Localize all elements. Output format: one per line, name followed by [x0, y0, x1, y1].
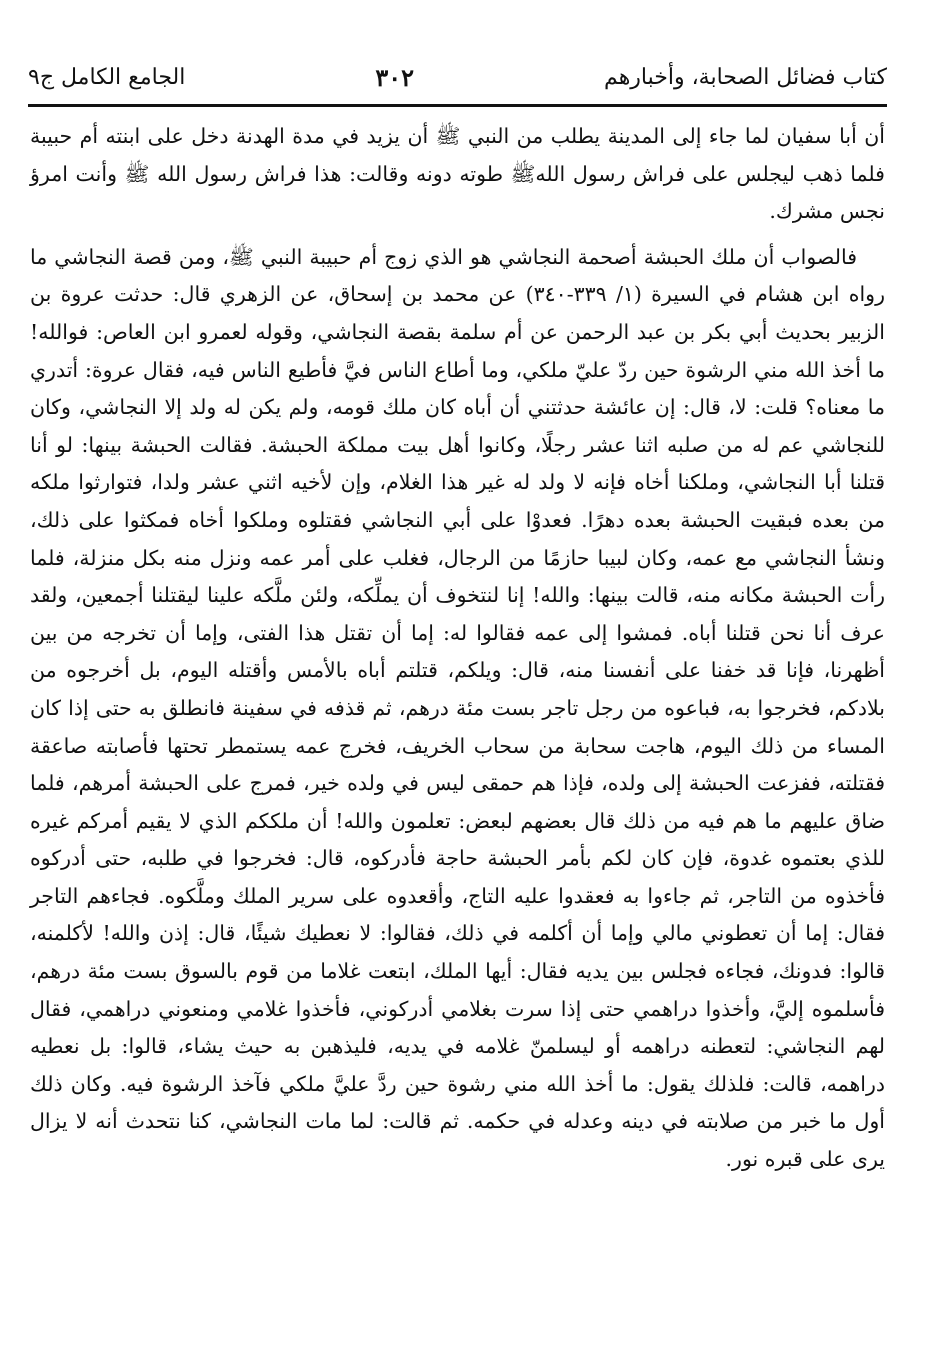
body-text — [30, 118, 885, 1187]
volume-title: الجامع الكامل ج٩ — [28, 64, 186, 90]
page-number: ٣٠٢ — [375, 62, 415, 92]
paragraph-najashi-story: فالصواب أن ملك الحبشة أصحمة النجاشي هو الذي زوج أم حبيبة النبي ﷺ، ومن قصة النجاشي ما رواه ابن هشام في السيرة (١/ ٣٣٩-٣٤٠) عن محمد بن إسحاق، عن الزهري قال: حدثت عروة بن الزبير بحديث أبي بكر بن عبد الرحمن عن أم سلمة بقصة النجاشي، وقوله لعمرو ابن العاص: فوالله! ما أخذ الله مني الرشوة حين ردّ عليّ ملكي، وما أطاع الناس فيَّ فأطيع الناس فيه، فقال عروة: أتدري ما معناه؟ قلت: لا، قال: إن عائشة حدثتني أن أباه كان ملك قومه، ولم يكن له ولد إلا النجاشي، وكان للنجاشي عم له من صلبه اثنا عشر رجلًا، وكانوا أهل بيت مملكة الحبشة. فقالت الحبشة بينها: لو أنا قتلنا أبا النجاشي، وملكنا أخاه فإنه لا ولد له غير هذا الغلام، وإن لأخيه اثني عشر ولدا، فتوارثوا ملكه من بعده فبقيت الحبشة بعده دهرًا. فعدوْا على أبي النجاشي فقتلوه وملكوا أخاه فمكثوا على ذلك، ونشأ النجاشي مع عمه، وكان لبيبا حازمًا من الرجال، فغلب على أمر عمه ونزل منه بكل منزلة، فلما رأت الحبشة مكانه منه، قالت بينها: والله! إنا لنتخوف أن يملِّكه، ولئن ملَّكه علينا ليقتلنا أجمعين، ولقد عرف أنا نحن قتلنا أباه. فمشوا إلى عمه فقالوا له: إما أن تقتل هذا الفتى، وإما أن تخرجه من بين أظهرنا، فإنا قد خفنا على أنفسنا منه، قال: ويلكم، قتلتم أباه بالأمس وأقتله اليوم، بل أخرجوه من بلادكم، فخرجوا به، فباعوه من رجل تاجر بست مئة درهم، ثم قذفه في سفينة فانطلق به حتى إذا كان المساء من ذلك اليوم، هاجت سحابة من سحاب الخريف، فخرج عمه يستمطر تحتها فأصابته صاعقة فقتلته، ففزعت الحبشة إلى ولده، فإذا هم حمقى ليس في ولده خير، فمرج على الحبشة أمرهم، فلما ضاق عليهم ما هم فيه من ذلك قال بعضهم لبعض: تعلمون والله! أن ملككم الذي لا يقيم أمركم غيره للذي بعتموه غدوة، فإن كان لكم بأمر الحبشة حاجة فأدركوه، قال: فخرجوا في طلبه، حتى أدركوه فأخذوه من التاجر، ثم جاءوا به فعقدوا عليه التاج، وأقعدوه على سرير الملك وملَّكوه. فجاءهم التاجر فقال: إما أن تعطوني مالي وإما أن أكلمه في ذلك، فقالوا: لا نعطيك شيئًا، قال: إذن والله! لأكلمنه، قالوا: فدونك، فجاءه فجلس بين يديه فقال: أيها الملك، ابتعت غلاما من قوم بالسوق بست مئة درهم، فأسلموه إليَّ، وأخذوا دراهمي حتى إذا سرت بغلامي أدركوني، فأخذوا غلامي ومنعوني دراهمي، فقال لهم النجاشي: لتعطنه دراهمه أو ليسلمنّ غلامه في يديه، فليذهبن به حيث يشاء، قالوا: بل نعطيه دراهمه، قالت: فلذلك يقول: ما أخذ الله مني رشوة حين ردَّ عليَّ ملكي فآخذ الرشوة فيه. وكان ذلك أول ما خبر من صلابته في دينه وعدله في حكمه. ثم قالت: لما مات النجاشي، كنا نتحدث أنه لا يزال يرى على قبره نور. — [30, 244, 885, 1172]
running-header — [28, 54, 887, 100]
header-divider — [28, 104, 887, 107]
book-title: كتاب فضائل الصحابة، وأخبارهم — [604, 64, 887, 90]
paragraph-continuation: أن أبا سفيان لما جاء إلى المدينة يطلب من النبي ﷺ أن يزيد في مدة الهدنة دخل على ابنته أم حبيبة فلما ذهب ليجلس على فراش رسول اللهﷺ طوته دونه وقالت: هذا فراش رسول الله ﷺ وأنت امرؤ نجس مشرك. — [30, 124, 885, 224]
